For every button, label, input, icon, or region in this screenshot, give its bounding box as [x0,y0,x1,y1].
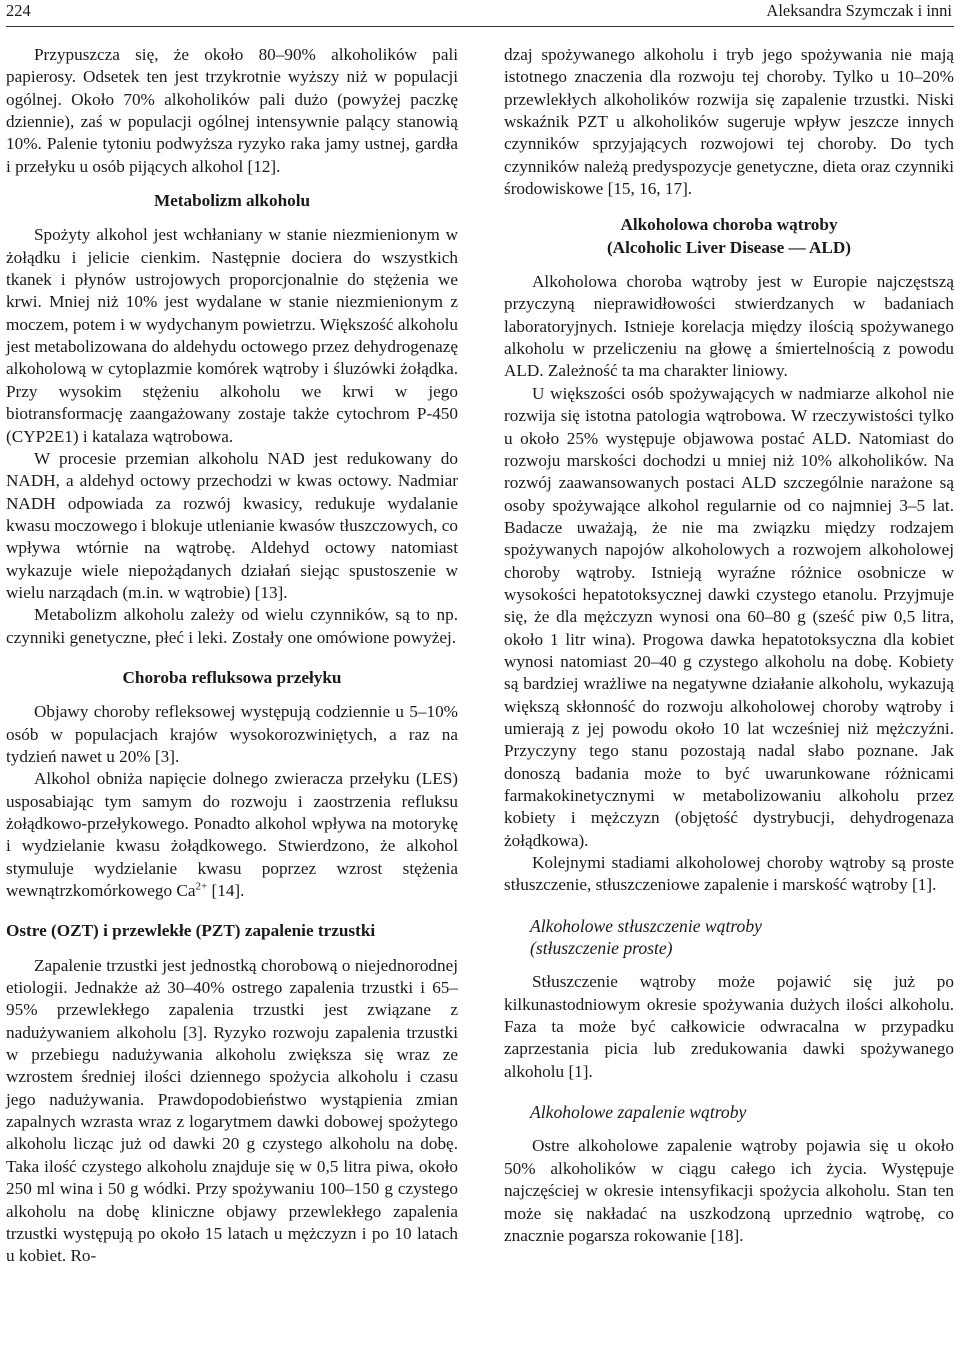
steatosis-heading [504,915,954,960]
metabolism-paragraph-2: W procesie przemian alkoholu NAD jest redukowany do NADH, a aldehyd octowy przechodzi w kwas octowy. Nadmiar NADH odpowiada za rozwój kwasicy, redukuje wydalanie kwasu moczowego i blokuje utlenianie kwasów tłuszczowych, co wpływa wtórnie na wątrobę. Aldehyd octowy natomiast wykazuje wiele niepożądanych działań siejąc spustoszenie w wielu narządach (m.in. w wątrobie) [13]. [6,448,458,602]
ald-heading-line-1: Alkoholowa choroba wątroby [620,215,838,235]
intro-paragraph: Przypuszcza się, że około 80–90% alkoholików pali papierosy. Odsetek ten jest trzykrotnie wyższy niż w populacji ogólnej. Około 70% alkoholików pali dużo (powyżej paczkę dziennie), zaś w populacji ogólnej intensywnie palący stanowią 10%. Palenie tytoniu podwyższa ryzyko raka jamy ustnej, gardła i przełyku u osób pijących alkohol [12]. [6,45,458,176]
steatosis-heading-line-2: (stłuszczenie proste) [530,938,673,959]
ald-heading [504,214,954,259]
running-head: Aleksandra Szymczak i inni [766,1,952,20]
ald-heading-line-2: (Alcoholic Liver Disease — ALD) [606,237,852,257]
calcium-superscript: 2+ [195,880,208,893]
continuation-paragraph: dzaj spożywanego alkoholu i tryb jego spożywania nie mają istotnego znaczenia dla rozwoju tej choroby. Tylko u 10–20% przewlekłych alkoholików rozwija się zapalenie trzustki. Niski wskaźnik PZT u alkoholików sugeruje wpływ jeszcze innych czynników sprzyjających rozwojowi tej choroby. Do tych czynników należą predyspozycje genetyczne, dieta oraz czynniki środowiskowe [15, 16, 17]. [504,45,954,199]
page-number: 224 [6,1,31,20]
reflux-paragraph-2-text: Alkohol obniża napięcie dolnego zwieracza przełyku (LES) usposabiając tym samym do rozwoju i zaostrzenia refluksu żołądkowo-przełykowego. Ponadto alkohol wpływa na motorykę i wydzielanie kwasu żołądkowego. Stwierdzono, że alkohol stymuluje wydzielanie kwasu poprzez wzrost stężenia wewnątrzkomórkowego Ca [6,769,458,901]
metabolism-paragraph-1: Spożyty alkohol jest wchłaniany w stanie niezmienionym w żołądku i jelicie cienkim. Następnie dociera do wszystkich tkanek i płynów ustrojowych proporcjonalnie do stężenia we krwi. Mniej niż 10% jest wydalane w stanie niezmienionym z moczem, potem i w wydychanym powietrzu. Większość alkoholu jest metabolizowana do aldehydu octowego przez dehydrogenazę alkoholową w cytoplazmie komórek wątroby i śluzówki żołądka. Przy wysokim stężeniu alkoholu we krwi w jego biotransformację zaangażowany zostaje także cytochrom P-450 (CYP2E1) i katalaza wątrobowa. [6,225,458,446]
left-column [6,44,458,1268]
reflux-paragraph-2 [6,768,458,902]
steatosis-heading-line-1: Alkoholowe stłuszczenie wątroby [530,915,762,936]
ald-paragraph-1: Alkoholowa choroba wątroby jest w Europie najczęstszą przyczyną nieprawidłowości stwierdzanych w badaniach laboratoryjnych. Istnieje korelacja między ilością spożywanego alkoholu w przeliczeniu na głowę a śmiertelnością z powodu ALD. Zależność ta ma charakter liniowy. [504,272,954,381]
pancreatitis-paragraph: Zapalenie trzustki jest jednostką chorobową o niejednorodnej etiologii. Jednakże aż 30–40% ostrego zapalenia trzustki i 65–95% przewlekłego zapalenia trzustki jest związane z nadużywaniem alkoholu [3]. Ryzyko rozwoju zapalenia trzustki w przebiegu nadużywania alkoholu zwiększa się wraz ze wzrostem średniej ilości dziennego spożycia alkoholu i czasu jego nadużywania. Prawdopodobieństwo wystąpienia zmian zapalnych wzrasta wraz z logarytmem dawki dobowej spożytego alkoholu licząc już od dawki 20 g czystego alkoholu na dobę. Taka ilość czystego alkoholu znajduje się w 0,5 litra piwa, około 250 ml wina i 50 g wódki. Przy spożywaniu 100–150 g czystego alkoholu na dobę kliniczne objawy przewlekłego zapalenia trzustki występują po około 15 latach u mężczyzn i po 10 latach u kobiet. Ro- [6,955,458,1266]
right-column [504,44,954,1247]
reflux-heading: Choroba refluksowa przełyku [122,667,342,687]
hepatitis-heading: Alkoholowe zapalenie wątroby [530,1102,747,1123]
steatosis-paragraph: Stłuszczenie wątroby może pojawić się już po kilkunastodniowym okresie spożywania dużych ilości alkoholu. Faza ta może być całkowicie odwracalna w przypadku zaprzestania picia lub zredukowania dawki spożywanego alkoholu [1]. [504,972,954,1081]
ald-paragraph-2: U większości osób spożywających w nadmiarze alkohol nie rozwija się istotna patologia wątrobowa. W rzeczywistości tylko u około 25% występuje objawowa postać ALD. Natomiast do rozwoju marskości dochodzi u mniej niż 10% alkoholików. Na rozwój zaawansowanych postaci ALD szczególnie narażone są osoby spożywające alkohol regularnie od co najmniej 3–5 lat. Badacze uważają, że nie ma związku między rodzajem spożywanych napojów alkoholowych a rozwojem alkoholowej choroby wątroby. Istnieją wyraźne różnice osobnicze w wysokości hepatotoksycznej dawki czystego etanolu. Przyjmuje się, że dla mężczyzn wynosi ona 60–80 g (sześć piw 0,5 litra, około 1 litr wina). Progowa dawka hepatotoksyczna dla kobiet wynosi natomiast 20–40 g czystego alkoholu na dobę. Kobiety są bardziej wrażliwe na negatywne działanie alkoholu, wykazują większą skłonność do rozwoju alkoholowej choroby wątroby i umierają z jej powodu około 10 lat wcześniej niż mężczyźni. Przyczyny tego stanu pozostają nadal słabo poznane. Jak donoszą badania może to być uwarunkowane różnicami farmakokinetycznymi w metabolizowaniu alkoholu przez kobiety i mężczyzn (objętość dystrybucji, dehydrogenaza żołądkowa). [504,383,954,850]
reflux-paragraph-2-citation: [14]. [207,881,245,901]
reflux-paragraph-1: Objawy choroby refleksowej występują codziennie u 5–10% osób w populacjach krajów wysokorozwiniętych, a raz na tydzień nawet u 20% [3]. [6,702,458,766]
metabolism-paragraph-3: Metabolizm alkoholu zależy od wielu czynników, są to np. czynniki genetyczne, płeć i leki. Zostały one omówione powyżej. [6,605,458,647]
hepatitis-paragraph: Ostre alkoholowe zapalenie wątroby pojawia się u około 50% alkoholików w ciągu całego ich życia. Występuje najczęściej w okresie intensyfikacji spożycia alkoholu. Stan ten może się nakładać na uszkodzoną uprzednio wątrobę, co znacznie pogarsza rokowanie [18]. [504,1136,954,1245]
metabolism-heading: Metabolizm alkoholu [153,191,311,211]
ald-paragraph-3: Kolejnymi stadiami alkoholowej choroby wątroby są proste stłuszczenie, stłuszczeniowe zapalenie i marskość wątroby [1]. [504,853,954,895]
pancreatitis-heading: Ostre (OZT) i przewlekłe (PZT) zapalenie trzustki [6,921,376,941]
page-header [6,0,954,27]
